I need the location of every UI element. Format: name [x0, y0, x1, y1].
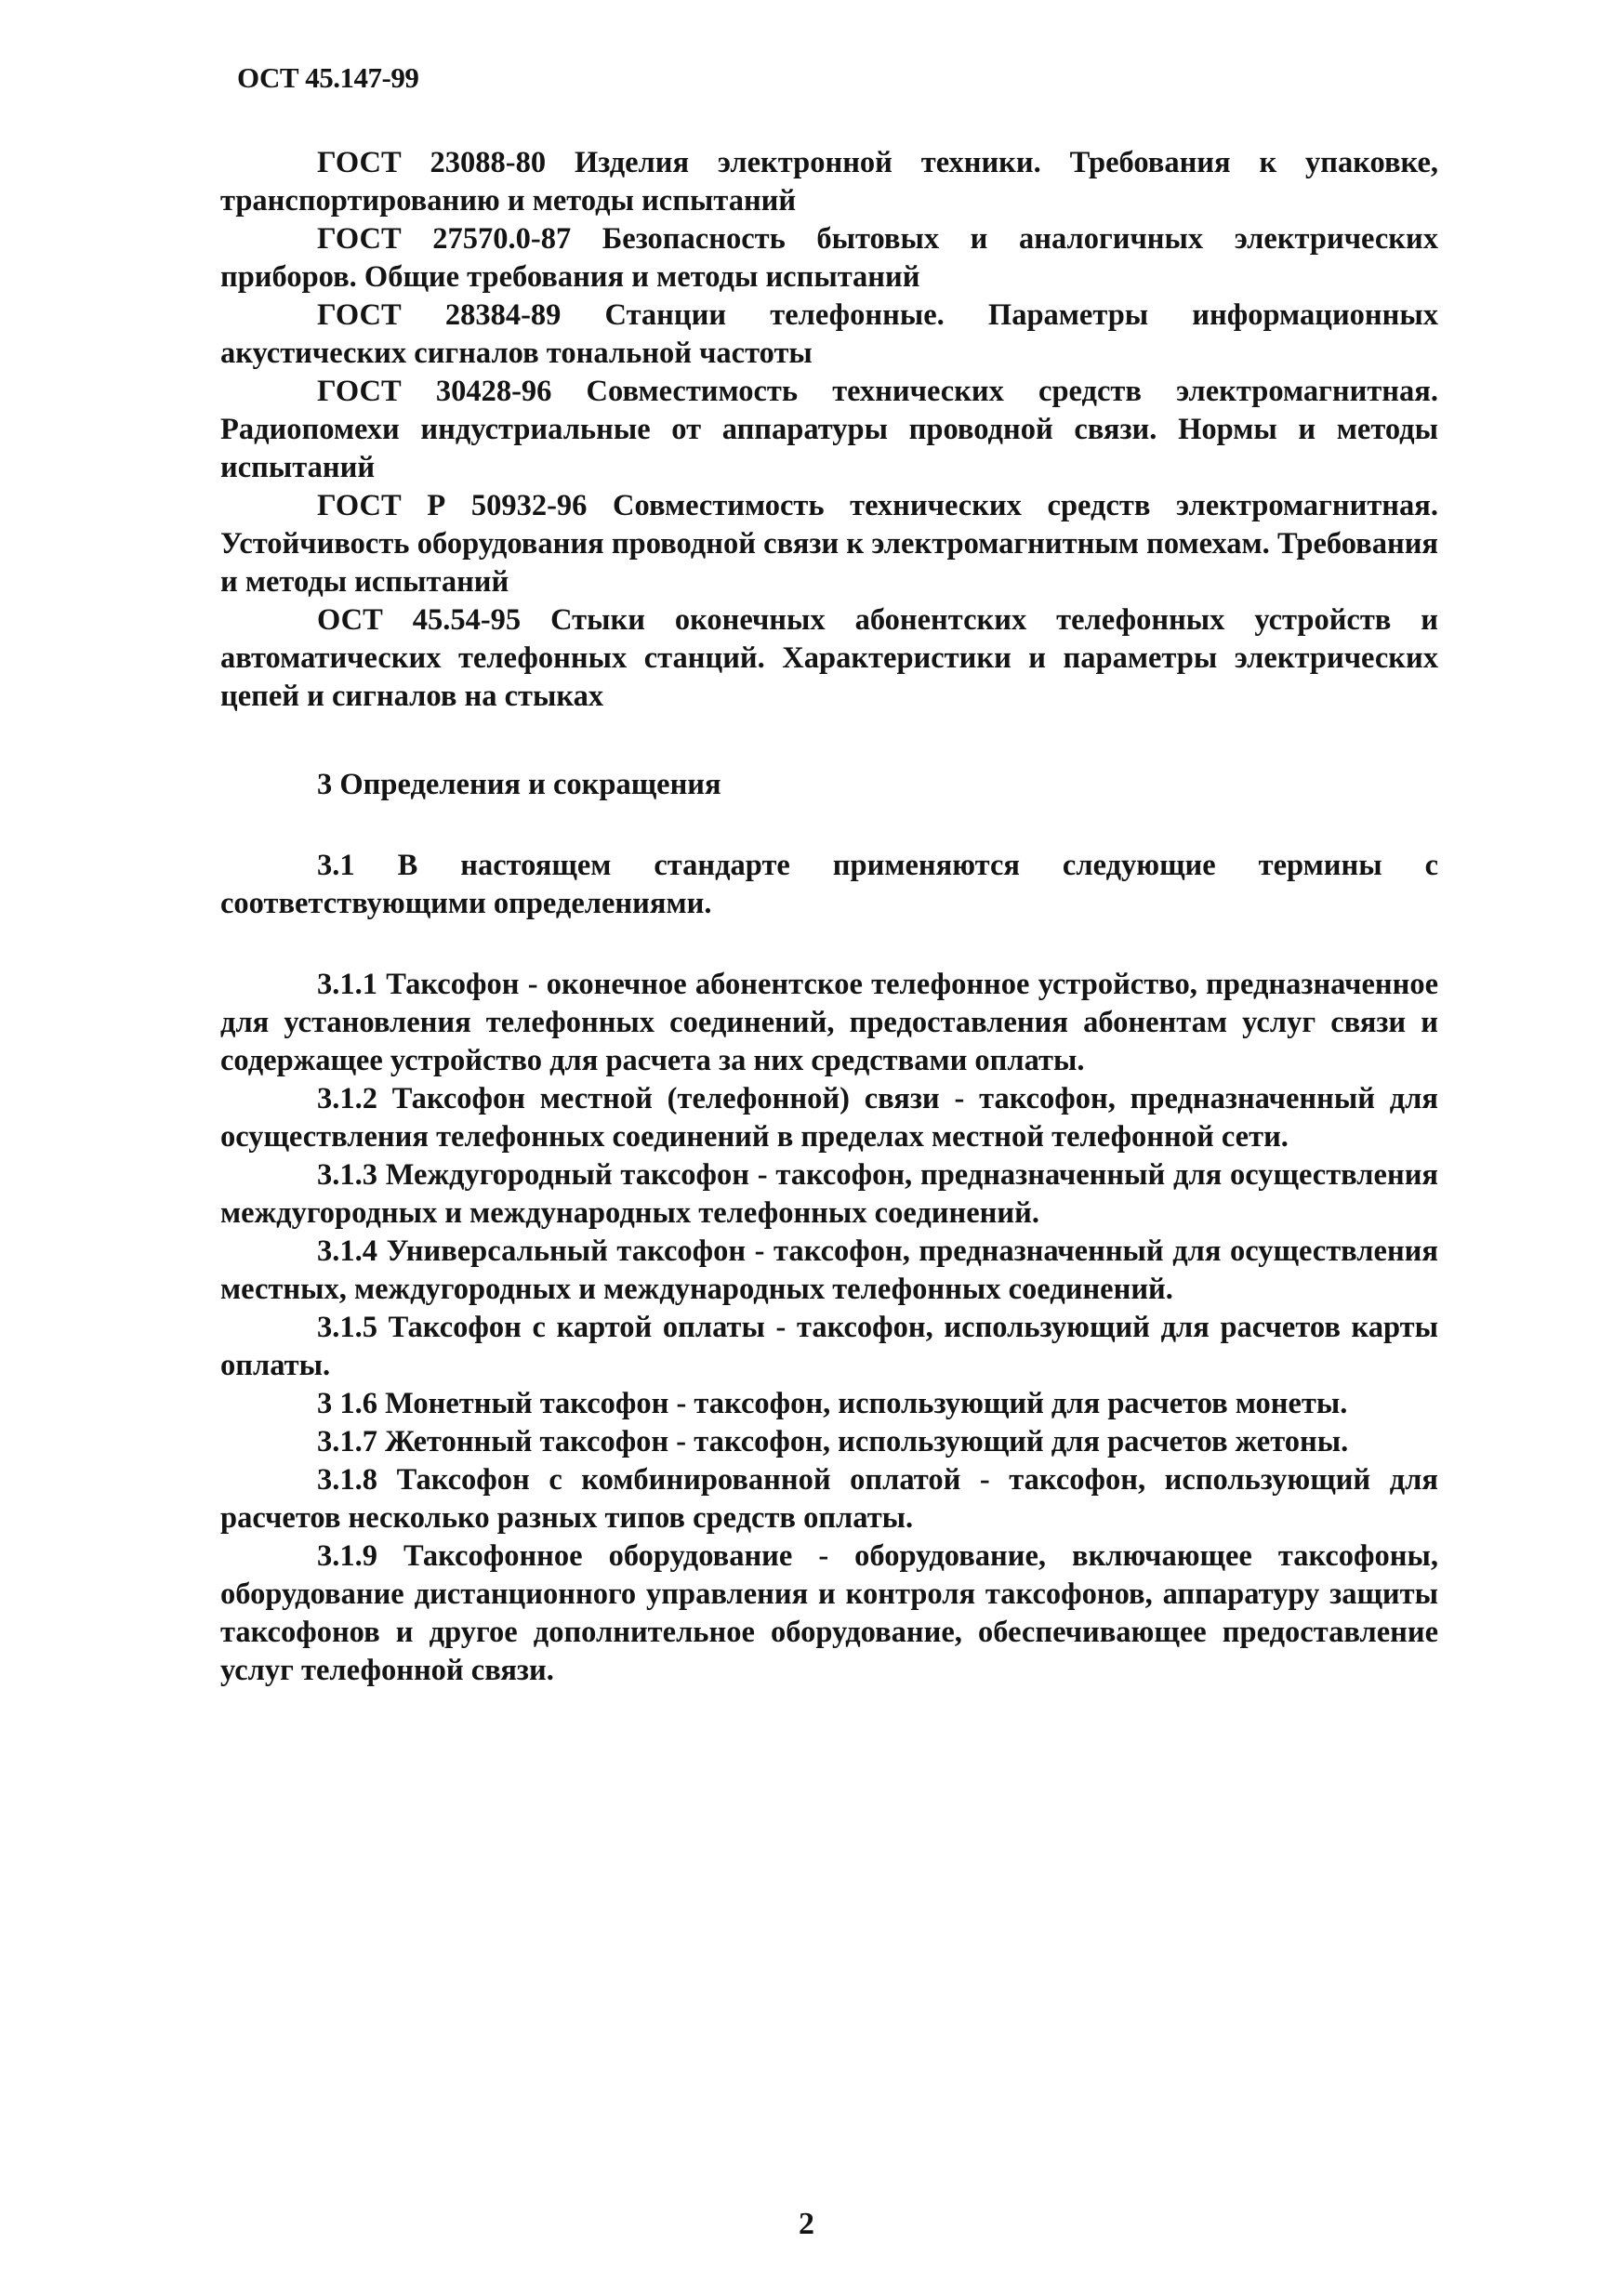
document-code: ОСТ 45.147-99: [237, 61, 419, 94]
section-intro: 3.1 В настоящем стандарте применяются следующие термины с соответствующими определениями.: [220, 849, 1438, 920]
reference-item: ГОСТ 28384-89 Станции телефонные. Параметры информационных акустических сигналов тональной частоты: [220, 298, 1438, 370]
page-number: 2: [799, 2207, 814, 2241]
reference-item: ОСТ 45.54-95 Стыки оконечных абонентских телефонных устройств и автоматических телефонных станций. Характеристики и параметры электрических цепей и сигналов на стыках: [220, 603, 1438, 713]
definition-item: 3.1.2 Таксофон местной (телефонной) связи - таксофон, предназначенный для осуществления телефонных соединений в пределах местной телефонной сети.: [220, 1082, 1438, 1154]
definitions-list: [220, 966, 1438, 1690]
definition-item: 3.1.7 Жетонный таксофон - таксофон, использующий для расчетов жетоны.: [317, 1425, 1349, 1458]
definition-item: 3.1.5 Таксофон с картой оплаты - таксофон, использующий для расчетов карты оплаты.: [220, 1311, 1438, 1382]
reference-item: ГОСТ Р 50932-96 Совместимость технических средств электромагнитная. Устойчивость оборудования проводной связи к электромагнитным помехам. Требования и методы испытаний: [220, 489, 1438, 599]
reference-item: ГОСТ 30428-96 Совместимость технических средств электромагнитная. Радиопомехи индустриальные от аппаратуры проводной связи. Нормы и методы испытаний: [220, 375, 1438, 484]
page-content: [220, 144, 1438, 1690]
reference-item: ГОСТ 23088-80 Изделия электронной техники. Требования к упаковке, транспортированию и методы испытаний: [220, 146, 1438, 218]
normative-references: [220, 144, 1438, 716]
reference-item: ГОСТ 27570.0-87 Безопасность бытовых и аналогичных электрических приборов. Общие требования и методы испытаний: [220, 222, 1438, 294]
definition-item: 3.1.8 Таксофон с комбинированной оплатой - таксофон, использующий для расчетов несколько разных типов средств оплаты.: [220, 1463, 1438, 1535]
section-title: 3 Определения и сокращения: [317, 768, 721, 801]
definition-item: 3 1.6 Монетный таксофон - таксофон, использующий для расчетов монеты.: [317, 1387, 1348, 1420]
definition-item: 3.1.1 Таксофон - оконечное абонентское телефонное устройство, предназначенное для установления телефонных соединений, предоставления абонентам услуг связи и содержащее устройство для расчета за них средствами оплаты.: [220, 968, 1438, 1077]
definition-item: 3.1.9 Таксофонное оборудование - оборудование, включающее таксофоны, оборудование дистанционного управления и контроля таксофонов, аппаратуру защиты таксофонов и другое дополнительное оборудование, обеспечивающее предоставление услуг телефонной связи.: [220, 1539, 1438, 1687]
definition-item: 3.1.3 Междугородный таксофон - таксофон, предназначенный для осуществления междугородных и международных телефонных соединений.: [220, 1158, 1438, 1230]
definition-item: 3.1.4 Универсальный таксофон - таксофон, предназначенный для осуществления местных, междугородных и международных телефонных соединений.: [220, 1234, 1438, 1306]
